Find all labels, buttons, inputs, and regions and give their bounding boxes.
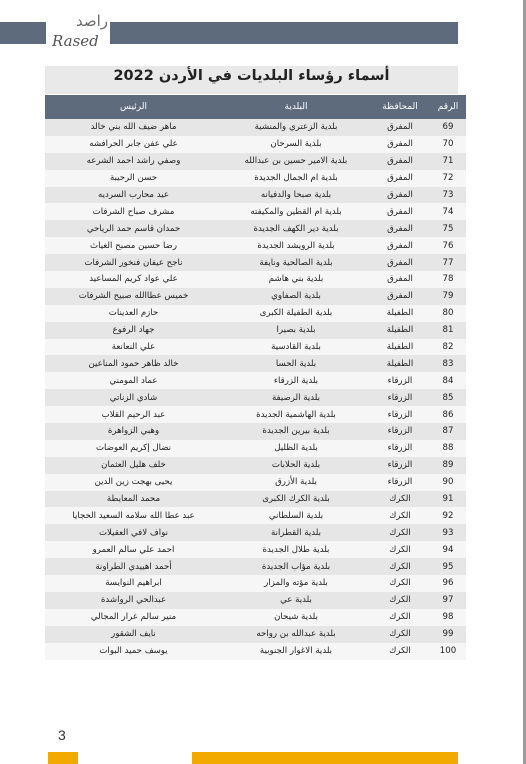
row-governorate: الكرك	[370, 491, 430, 508]
row-number: 97	[430, 592, 466, 609]
row-municipality: بلدية الصالحية ونايفة	[222, 254, 370, 271]
table-row	[45, 507, 466, 524]
row-governorate: المفرق	[370, 119, 430, 136]
header-bar-left	[0, 22, 46, 44]
column-header-municipality: البلدية	[222, 95, 370, 119]
row-governorate: الزرقاء	[370, 406, 430, 423]
row-number: 80	[430, 305, 466, 322]
row-municipality: بلدية الحسا	[222, 355, 370, 372]
row-municipality: بلدية الاغوار الجنوبية	[222, 643, 370, 660]
row-municipality: بلدية بيرين الجديدة	[222, 423, 370, 440]
row-number: 73	[430, 187, 466, 204]
row-number: 95	[430, 558, 466, 575]
header-bar-right	[110, 22, 458, 44]
row-number: 89	[430, 457, 466, 474]
row-governorate: المفرق	[370, 237, 430, 254]
row-mayor: عبدالحي الرواشدة	[45, 592, 222, 609]
row-governorate: المفرق	[370, 288, 430, 305]
table-row	[45, 355, 466, 372]
row-mayor: منير سالم عرار المجالي	[45, 609, 222, 626]
row-mayor: جهاد الرفوع	[45, 322, 222, 339]
row-municipality: بلدية الأزرق	[222, 474, 370, 491]
row-number: 85	[430, 389, 466, 406]
row-municipality: بلدية صبحا والدفيانه	[222, 187, 370, 204]
row-mayor: خلف هليل العثمان	[45, 457, 222, 474]
table-row	[45, 119, 466, 136]
row-mayor: ماهر ضيف الله بني خالد	[45, 119, 222, 136]
row-municipality: بلدية ام القطين والمكيفته	[222, 203, 370, 220]
row-number: 87	[430, 423, 466, 440]
row-number: 78	[430, 271, 466, 288]
table-row	[45, 322, 466, 339]
row-municipality: بلدية الامير حسين بن عبدالله	[222, 153, 370, 170]
column-header-number: الرقم	[430, 95, 466, 119]
row-governorate: الزرقاء	[370, 457, 430, 474]
table-row	[45, 372, 466, 389]
footer-bar-right	[192, 752, 458, 764]
row-municipality: بلدية عي	[222, 592, 370, 609]
row-number: 83	[430, 355, 466, 372]
row-mayor: وهبي الزواهرة	[45, 423, 222, 440]
row-number: 74	[430, 203, 466, 220]
table-row	[45, 643, 466, 660]
row-mayor: أحمد اهييدي الطراونة	[45, 558, 222, 575]
row-municipality: بلدية الظليل	[222, 440, 370, 457]
row-governorate: الطفيلة	[370, 355, 430, 372]
row-number: 82	[430, 339, 466, 356]
row-governorate: الكرك	[370, 558, 430, 575]
row-governorate: المفرق	[370, 153, 430, 170]
row-governorate: المفرق	[370, 187, 430, 204]
row-governorate: المفرق	[370, 220, 430, 237]
row-mayor: يحيى بهجت زين الدين	[45, 474, 222, 491]
row-governorate: الزرقاء	[370, 389, 430, 406]
row-mayor: احمد علي سالم العمرو	[45, 541, 222, 558]
row-governorate: الطفيلة	[370, 305, 430, 322]
table-row	[45, 288, 466, 305]
table-row	[45, 220, 466, 237]
row-number: 91	[430, 491, 466, 508]
row-mayor: خالد ظاهر حمود المناعين	[45, 355, 222, 372]
row-governorate: المفرق	[370, 254, 430, 271]
row-municipality: بلدية بني هاشم	[222, 271, 370, 288]
table-row	[45, 237, 466, 254]
table-row	[45, 170, 466, 187]
row-mayor: حسن الرحيبة	[45, 170, 222, 187]
row-number: 81	[430, 322, 466, 339]
row-municipality: بلدية الكرك الكبرى	[222, 491, 370, 508]
row-governorate: المفرق	[370, 170, 430, 187]
row-governorate: الكرك	[370, 643, 430, 660]
row-municipality: بلدية بصيرا	[222, 322, 370, 339]
row-governorate: المفرق	[370, 136, 430, 153]
rased-logo	[50, 12, 108, 56]
row-municipality: بلدية الحلابات	[222, 457, 370, 474]
row-mayor: يوسف حميد البوات	[45, 643, 222, 660]
row-municipality: بلدية الزرقاء	[222, 372, 370, 389]
mayors-table	[45, 95, 466, 660]
row-governorate: الطفيلة	[370, 339, 430, 356]
row-municipality: بلدية الرويشد الجديدة	[222, 237, 370, 254]
row-number: 71	[430, 153, 466, 170]
row-number: 79	[430, 288, 466, 305]
logo-arabic-text: راصد	[75, 12, 108, 30]
table-row	[45, 389, 466, 406]
table-row	[45, 524, 466, 541]
table-row	[45, 558, 466, 575]
row-number: 94	[430, 541, 466, 558]
table-row	[45, 187, 466, 204]
row-municipality: بلدية الهاشمية الجديدة	[222, 406, 370, 423]
row-number: 75	[430, 220, 466, 237]
row-mayor: خميس عطاالله صبيح الشرفات	[45, 288, 222, 305]
row-municipality: بلدية الزعتري والمنشية	[222, 119, 370, 136]
table-row	[45, 153, 466, 170]
table-row	[45, 406, 466, 423]
row-municipality: بلدية الرصيفة	[222, 389, 370, 406]
row-municipality: بلدية عبدالله بن رواحه	[222, 626, 370, 643]
row-number: 70	[430, 136, 466, 153]
table-row	[45, 626, 466, 643]
row-mayor: حمدان قاسم حمد الرياحي	[45, 220, 222, 237]
row-mayor: رضا حسين مصبح الغياث	[45, 237, 222, 254]
table-row	[45, 541, 466, 558]
row-number: 100	[430, 643, 466, 660]
row-governorate: الكرك	[370, 575, 430, 592]
row-governorate: الكرك	[370, 541, 430, 558]
table-row	[45, 457, 466, 474]
row-mayor: نواف لافي العقيلات	[45, 524, 222, 541]
row-mayor: شادي الزناتي	[45, 389, 222, 406]
table-row	[45, 609, 466, 626]
row-governorate: الكرك	[370, 507, 430, 524]
table-row	[45, 474, 466, 491]
row-municipality: بلدية الصفاوي	[222, 288, 370, 305]
row-governorate: الكرك	[370, 626, 430, 643]
row-mayor: نايف الشقور	[45, 626, 222, 643]
row-mayor: مشرف صباح الشرفات	[45, 203, 222, 220]
row-number: 98	[430, 609, 466, 626]
row-governorate: الزرقاء	[370, 372, 430, 389]
row-municipality: بلدية طلال الجديدة	[222, 541, 370, 558]
row-number: 92	[430, 507, 466, 524]
page-title: أسماء رؤساء البلديات في الأردن 2022	[113, 68, 390, 84]
row-mayor: ابراهيم النوايسة	[45, 575, 222, 592]
row-mayor: عبد الرحيم القلاب	[45, 406, 222, 423]
row-municipality: بلدية السلطاني	[222, 507, 370, 524]
table-row	[45, 491, 466, 508]
table-row	[45, 305, 466, 322]
row-number: 96	[430, 575, 466, 592]
table-row	[45, 440, 466, 457]
row-number: 69	[430, 119, 466, 136]
row-municipality: بلدية الطفيلة الكبرى	[222, 305, 370, 322]
row-number: 93	[430, 524, 466, 541]
table-row	[45, 271, 466, 288]
row-number: 86	[430, 406, 466, 423]
table-row	[45, 203, 466, 220]
row-number: 84	[430, 372, 466, 389]
row-mayor: عيد محارب السرديه	[45, 187, 222, 204]
table-row	[45, 254, 466, 271]
row-municipality: بلدية القطرانة	[222, 524, 370, 541]
table-row	[45, 592, 466, 609]
row-number: 90	[430, 474, 466, 491]
row-mayor: علي عواد كريم المساعيد	[45, 271, 222, 288]
row-governorate: الكرك	[370, 592, 430, 609]
row-municipality: بلدية القادسية	[222, 339, 370, 356]
column-header-governorate: المحافظة	[370, 95, 430, 119]
row-municipality: بلدية السرحان	[222, 136, 370, 153]
footer-bar-left	[48, 752, 78, 764]
page-number: 3	[58, 727, 66, 743]
row-municipality: بلدية شيحان	[222, 609, 370, 626]
row-number: 72	[430, 170, 466, 187]
row-mayor: محمد المعايطة	[45, 491, 222, 508]
row-mayor: علي عفن جابر الحرافشه	[45, 136, 222, 153]
row-municipality: بلدية ام الجمال الجديدة	[222, 170, 370, 187]
row-number: 76	[430, 237, 466, 254]
row-governorate: الكرك	[370, 609, 430, 626]
row-governorate: الطفيلة	[370, 322, 430, 339]
row-number: 88	[430, 440, 466, 457]
row-mayor: حازم العدينات	[45, 305, 222, 322]
row-mayor: نضال إكريم العوضات	[45, 440, 222, 457]
row-mayor: ناجح عيفان فنخور الشرفات	[45, 254, 222, 271]
row-mayor: وصفي راشد احمد الشرعه	[45, 153, 222, 170]
row-number: 99	[430, 626, 466, 643]
row-governorate: الزرقاء	[370, 474, 430, 491]
column-header-mayor: الرئيس	[45, 95, 222, 119]
row-governorate: الزرقاء	[370, 423, 430, 440]
row-municipality: بلدية دير الكهف الجديدة	[222, 220, 370, 237]
row-governorate: المفرق	[370, 271, 430, 288]
table-header-row	[45, 95, 466, 119]
table-row	[45, 339, 466, 356]
row-mayor: عبد عطا الله سلامه السعيد الحجايا	[45, 507, 222, 524]
row-governorate: الكرك	[370, 524, 430, 541]
row-mayor: علي النعانعة	[45, 339, 222, 356]
row-governorate: الزرقاء	[370, 440, 430, 457]
row-mayor: عماد المومني	[45, 372, 222, 389]
table-row	[45, 575, 466, 592]
table-row	[45, 136, 466, 153]
logo-latin-text: Rased	[52, 32, 99, 50]
table-row	[45, 423, 466, 440]
row-governorate: المفرق	[370, 203, 430, 220]
row-municipality: بلدية مؤته والمزار	[222, 575, 370, 592]
row-number: 77	[430, 254, 466, 271]
row-municipality: بلدية مؤاب الجديدة	[222, 558, 370, 575]
